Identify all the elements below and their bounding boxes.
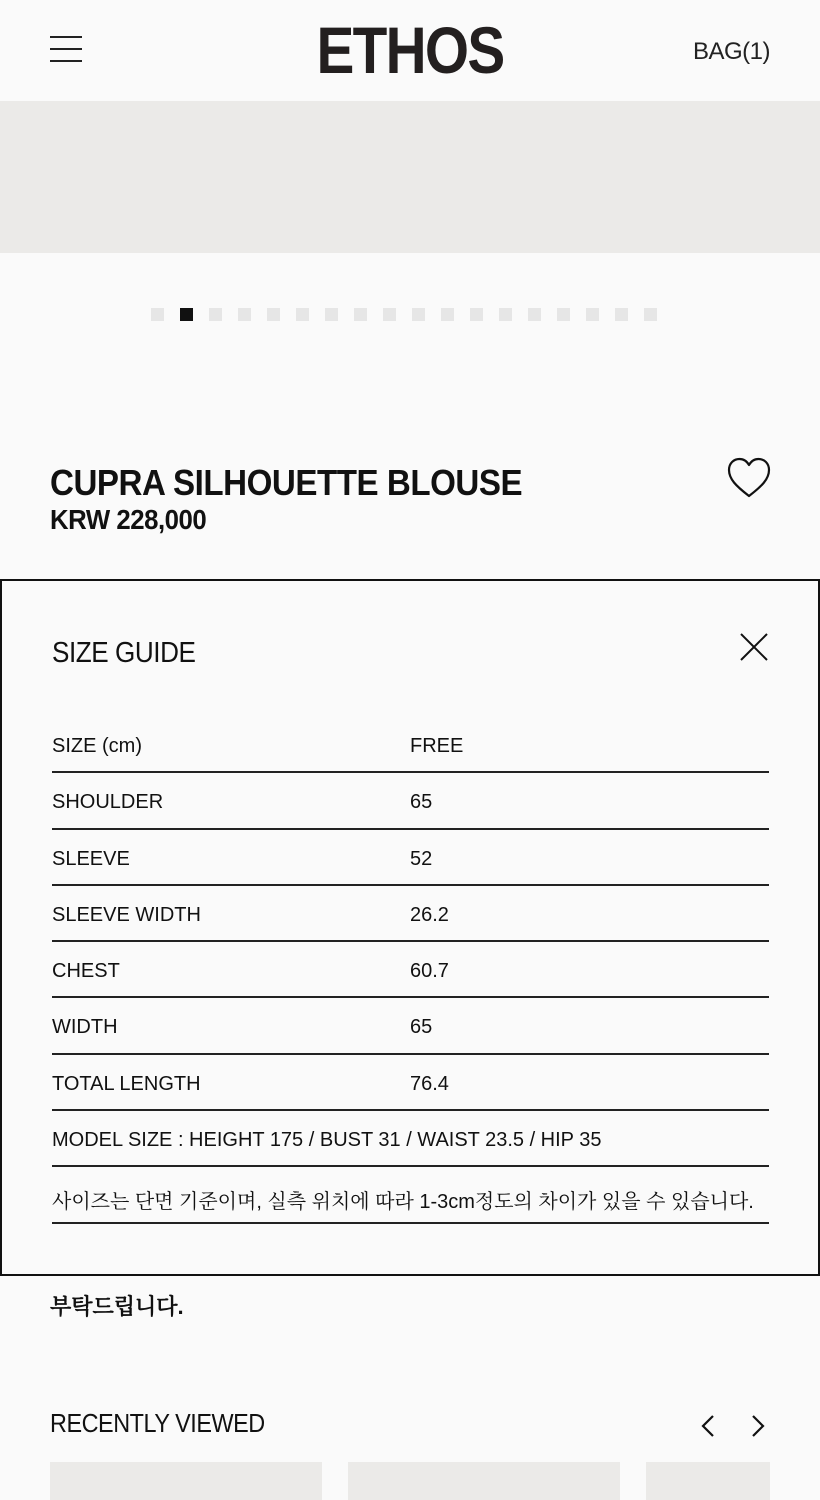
row-value: 65 [410,791,433,814]
table-row [52,1055,769,1111]
table-row [52,886,769,942]
recent-item-thumbnail[interactable] [646,1462,770,1500]
row-label: SLEEVE [52,847,130,870]
row-label: CHEST [52,960,120,983]
row-value: 60.7 [410,960,449,983]
carousel-dot[interactable] [238,308,251,321]
recent-item-thumbnail[interactable] [348,1462,620,1500]
recent-item-thumbnail[interactable] [50,1462,322,1500]
carousel-dot[interactable] [615,308,628,321]
model-size-row [52,1111,769,1167]
carousel-dot[interactable] [557,308,570,321]
chevron-right-icon[interactable] [748,1410,768,1442]
size-table [52,717,769,1224]
carousel-dot[interactable] [151,308,164,321]
recently-viewed-title: RECENTLY VIEWED [50,1408,265,1438]
row-value: 52 [410,847,433,870]
table-header-row [52,717,769,773]
heart-outline-icon[interactable] [726,456,772,500]
table-row [52,998,769,1054]
row-label: TOTAL LENGTH [52,1072,201,1095]
carousel-dot[interactable] [325,308,338,321]
modal-title: SIZE GUIDE [52,637,196,669]
product-title: CUPRA SILHOUETTE BLOUSE [50,462,523,503]
table-row [52,773,769,829]
bag-link[interactable]: BAG(1) [692,38,770,65]
carousel-dot[interactable] [499,308,512,321]
product-price: KRW 228,000 [50,504,207,535]
row-label: WIDTH [52,1016,118,1039]
carousel-indicators [151,307,657,321]
carousel-dot[interactable] [528,308,541,321]
size-guide-modal [0,579,820,1276]
column-header-size: SIZE (cm) [52,735,142,757]
carousel-dot[interactable] [586,308,599,321]
carousel-dot[interactable] [470,308,483,321]
model-size-text: MODEL SIZE : HEIGHT 175 / BUST 31 / WAIST 23.5 / HIP 35 [52,1129,602,1152]
column-header-free: FREE [410,735,464,757]
carousel-dot[interactable] [383,308,396,321]
site-header [0,0,820,101]
close-x-icon[interactable] [738,631,770,663]
row-label: SHOULDER [52,791,164,814]
chevron-left-icon[interactable] [698,1410,718,1442]
description-text: 부탁드립니다. [50,1294,184,1319]
size-note-text: 사이즈는 단면 기준이며, 실측 위치에 따라 1-3cm정도의 차이가 있을 수 있습니다. [52,1191,754,1214]
row-value: 65 [410,1016,433,1039]
carousel-dot[interactable] [644,308,657,321]
carousel-dot[interactable] [354,308,367,321]
table-row [52,942,769,998]
row-value: 76.4 [410,1072,449,1095]
carousel-dot[interactable] [296,308,309,321]
carousel-dot[interactable] [209,308,222,321]
size-note-row [52,1167,769,1223]
site-logo[interactable]: ETHOS [316,13,504,87]
carousel-dot[interactable] [412,308,425,321]
carousel-dot[interactable] [267,308,280,321]
table-row [52,830,769,886]
row-label: SLEEVE WIDTH [52,903,201,926]
row-value: 26.2 [410,903,449,926]
carousel-dot[interactable] [180,308,193,321]
carousel-dot[interactable] [441,308,454,321]
product-image-carousel[interactable] [0,101,820,253]
